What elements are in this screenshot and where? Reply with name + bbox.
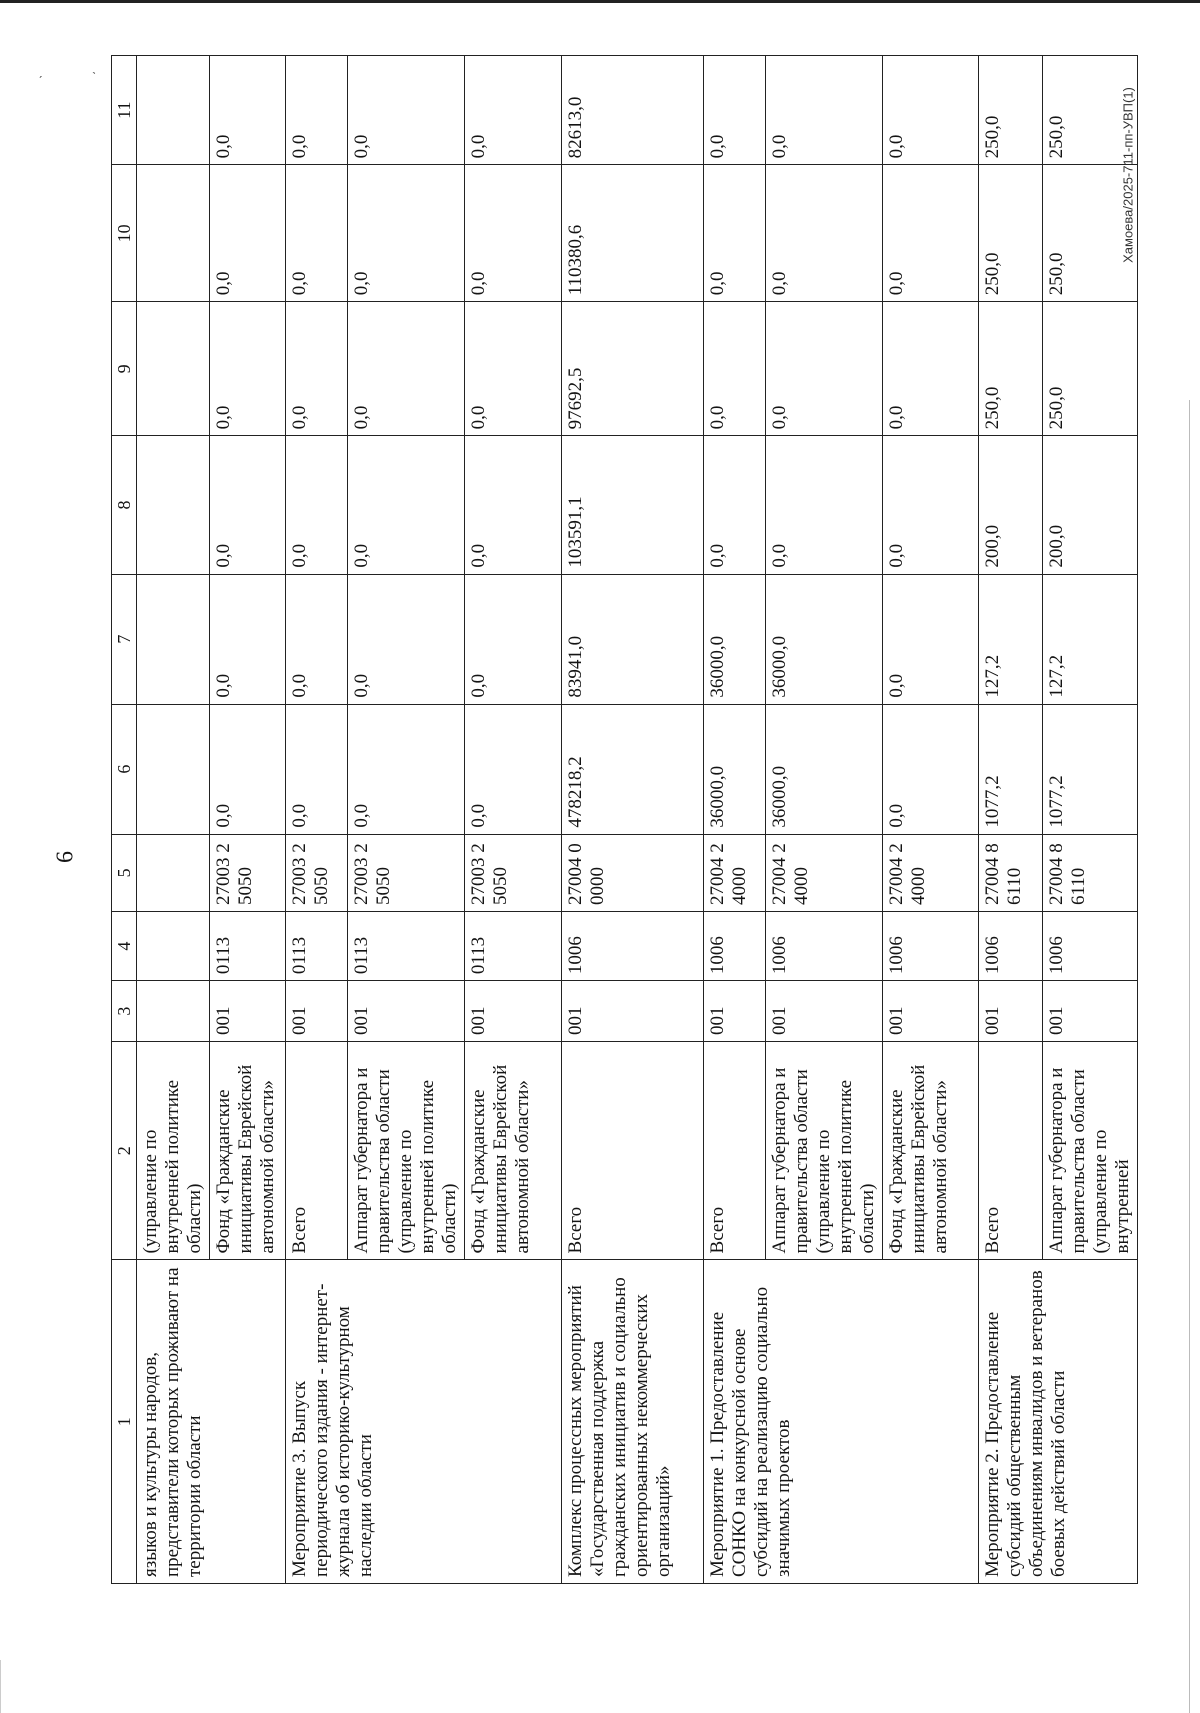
year-cell: 0,0 <box>286 302 348 436</box>
target-article-cell: 27003 25050 <box>465 834 562 911</box>
year-cell: 36000,0 <box>704 574 766 704</box>
column-header: 11 <box>112 56 137 165</box>
year-cell: 0,0 <box>883 165 979 302</box>
program-item-cell: Мероприятие 3. Выпуск периодического издания - интернет-журнала об историко-культурном наследии области <box>286 1260 562 1584</box>
total-cell: 0,0 <box>348 704 465 834</box>
year-cell: 0,0 <box>883 56 979 165</box>
year-cell: 0,0 <box>766 56 883 165</box>
year-cell: 0,0 <box>704 436 766 574</box>
total-cell: 0,0 <box>465 704 562 834</box>
grbs-code-cell: 001 <box>286 981 348 1042</box>
grbs-code-cell: 001 <box>704 981 766 1042</box>
executor-cell: Фонд «Гражданские инициативы Еврейской автономной области» <box>210 1041 286 1259</box>
year-cell: 0,0 <box>766 302 883 436</box>
year-cell: 0,0 <box>210 436 286 574</box>
year-cell <box>137 56 210 165</box>
column-header: 2 <box>112 1041 137 1259</box>
year-cell <box>137 302 210 436</box>
year-cell: 0,0 <box>465 302 562 436</box>
year-cell: 36000,0 <box>766 574 883 704</box>
total-cell: 1077,2 <box>979 704 1043 834</box>
column-header: 10 <box>112 165 137 302</box>
grbs-code-cell: 001 <box>465 981 562 1042</box>
column-header: 9 <box>112 302 137 436</box>
year-cell: 0,0 <box>883 574 979 704</box>
year-cell: 0,0 <box>210 302 286 436</box>
budget-table <box>111 55 1138 1584</box>
year-cell: 127,2 <box>1043 574 1138 704</box>
target-article-cell <box>137 834 210 911</box>
section-code-cell: 1006 <box>883 912 979 981</box>
program-item-cell: Комплекс процессных мероприятий «Государственная поддержка гражданских инициатив и социально ориентированных некоммерческих организаций» <box>562 1260 704 1584</box>
executor-cell: Аппарат губернатора и правительства области (управление по внутренней политике области) <box>766 1041 883 1259</box>
executor-cell: Аппарат губернатора и правительства области (управление по внутренней <box>1043 1041 1138 1259</box>
year-cell: 0,0 <box>465 165 562 302</box>
year-cell: 200,0 <box>1043 436 1138 574</box>
total-cell: 1077,2 <box>1043 704 1138 834</box>
year-cell: 0,0 <box>465 574 562 704</box>
section-code-cell <box>137 912 210 981</box>
grbs-code-cell: 001 <box>979 981 1043 1042</box>
grbs-code-cell: 001 <box>766 981 883 1042</box>
year-cell: 83941,0 <box>562 574 704 704</box>
total-cell: 478218,2 <box>562 704 704 834</box>
year-cell: 0,0 <box>286 56 348 165</box>
page-number: 6 <box>52 851 79 863</box>
section-code-cell: 1006 <box>562 912 704 981</box>
column-header: 7 <box>112 574 137 704</box>
year-cell: 0,0 <box>210 165 286 302</box>
year-cell: 0,0 <box>704 302 766 436</box>
year-cell: 0,0 <box>348 302 465 436</box>
top-scan-edge <box>0 0 1200 3</box>
grbs-code-cell: 001 <box>1043 981 1138 1042</box>
year-cell: 0,0 <box>766 436 883 574</box>
year-cell: 0,0 <box>348 436 465 574</box>
year-cell: 0,0 <box>210 574 286 704</box>
year-cell: 0,0 <box>766 165 883 302</box>
column-header: 5 <box>112 834 137 911</box>
target-article-cell: 27004 86110 <box>1043 834 1138 911</box>
section-code-cell: 1006 <box>704 912 766 981</box>
program-item-cell: Мероприятие 2. Предоставление субсидий общественным объединениям инвалидов и ветеранов боевых действий области <box>979 1260 1138 1584</box>
year-cell: 0,0 <box>286 436 348 574</box>
table-row <box>704 56 766 1584</box>
scan-speck: ˎ <box>92 58 97 74</box>
executor-cell: Всего <box>979 1041 1043 1259</box>
year-cell: 250,0 <box>1043 302 1138 436</box>
total-cell <box>137 704 210 834</box>
year-cell: 0,0 <box>704 56 766 165</box>
year-cell <box>137 574 210 704</box>
year-cell: 0,0 <box>348 574 465 704</box>
year-cell: 0,0 <box>704 165 766 302</box>
target-article-cell: 27003 25050 <box>348 834 465 911</box>
target-article-cell: 27004 24000 <box>766 834 883 911</box>
year-cell: 250,0 <box>979 302 1043 436</box>
target-article-cell: 27003 25050 <box>210 834 286 911</box>
scan-edge-line <box>0 1660 1 1713</box>
year-cell: 103591,1 <box>562 436 704 574</box>
program-item-cell: языков и культуры народов, представители которых проживают на территории области <box>137 1260 286 1584</box>
section-code-cell: 1006 <box>1043 912 1138 981</box>
executor-cell: Аппарат губернатора и правительства области (управление по внутренней политике области) <box>348 1041 465 1259</box>
executor-cell: (управление по внутренней политике области) <box>137 1041 210 1259</box>
section-code-cell: 0113 <box>465 912 562 981</box>
year-cell: 0,0 <box>286 165 348 302</box>
section-code-cell: 0113 <box>348 912 465 981</box>
column-header: 1 <box>112 1260 137 1584</box>
total-cell: 0,0 <box>286 704 348 834</box>
total-cell: 0,0 <box>210 704 286 834</box>
year-cell: 97692,5 <box>562 302 704 436</box>
grbs-code-cell: 001 <box>883 981 979 1042</box>
column-header: 6 <box>112 704 137 834</box>
grbs-code-cell: 001 <box>562 981 704 1042</box>
year-cell: 250,0 <box>979 165 1043 302</box>
document-id: Хамоева/2025-711-пп-УВП(1) <box>1120 87 1136 263</box>
year-cell <box>137 436 210 574</box>
table-row <box>286 56 348 1584</box>
total-cell: 36000,0 <box>766 704 883 834</box>
target-article-cell: 27003 25050 <box>286 834 348 911</box>
year-cell: 0,0 <box>465 56 562 165</box>
target-article-cell: 27004 86110 <box>979 834 1043 911</box>
target-article-cell: 27004 24000 <box>883 834 979 911</box>
year-cell: 250,0 <box>1043 56 1138 165</box>
table-row <box>562 56 704 1584</box>
executor-cell: Всего <box>286 1041 348 1259</box>
column-header: 3 <box>112 981 137 1042</box>
column-header: 4 <box>112 912 137 981</box>
executor-cell: Фонд «Гражданские инициативы Еврейской автономной области» <box>465 1041 562 1259</box>
section-code-cell: 1006 <box>766 912 883 981</box>
year-cell: 0,0 <box>348 56 465 165</box>
total-cell: 0,0 <box>883 704 979 834</box>
table-header-row <box>112 56 137 1584</box>
total-cell: 36000,0 <box>704 704 766 834</box>
year-cell: 0,0 <box>348 165 465 302</box>
table-row <box>137 56 210 1584</box>
scan-speck: ˏ <box>38 62 43 78</box>
section-code-cell: 0113 <box>210 912 286 981</box>
year-cell: 200,0 <box>979 436 1043 574</box>
year-cell: 127,2 <box>979 574 1043 704</box>
executor-cell: Фонд «Гражданские инициативы Еврейской автономной области» <box>883 1041 979 1259</box>
executor-cell: Всего <box>562 1041 704 1259</box>
year-cell: 0,0 <box>286 574 348 704</box>
year-cell: 0,0 <box>465 436 562 574</box>
year-cell: 0,0 <box>210 56 286 165</box>
year-cell: 0,0 <box>883 302 979 436</box>
column-header: 8 <box>112 436 137 574</box>
table-row <box>979 56 1043 1584</box>
table-body <box>137 56 1138 1584</box>
section-code-cell: 1006 <box>979 912 1043 981</box>
program-item-cell: Мероприятие 1. Предоставление СОНКО на конкурсной основе субсидий на реализацию социально значимых проектов <box>704 1260 979 1584</box>
scan-edge-line <box>1189 400 1190 1713</box>
year-cell: 110380,6 <box>562 165 704 302</box>
grbs-code-cell: 001 <box>210 981 286 1042</box>
executor-cell: Всего <box>704 1041 766 1259</box>
year-cell <box>137 165 210 302</box>
grbs-code-cell <box>137 981 210 1042</box>
year-cell: 82613,0 <box>562 56 704 165</box>
grbs-code-cell: 001 <box>348 981 465 1042</box>
target-article-cell: 27004 00000 <box>562 834 704 911</box>
year-cell: 250,0 <box>1043 165 1138 302</box>
section-code-cell: 0113 <box>286 912 348 981</box>
year-cell: 0,0 <box>883 436 979 574</box>
target-article-cell: 27004 24000 <box>704 834 766 911</box>
year-cell: 250,0 <box>979 56 1043 165</box>
